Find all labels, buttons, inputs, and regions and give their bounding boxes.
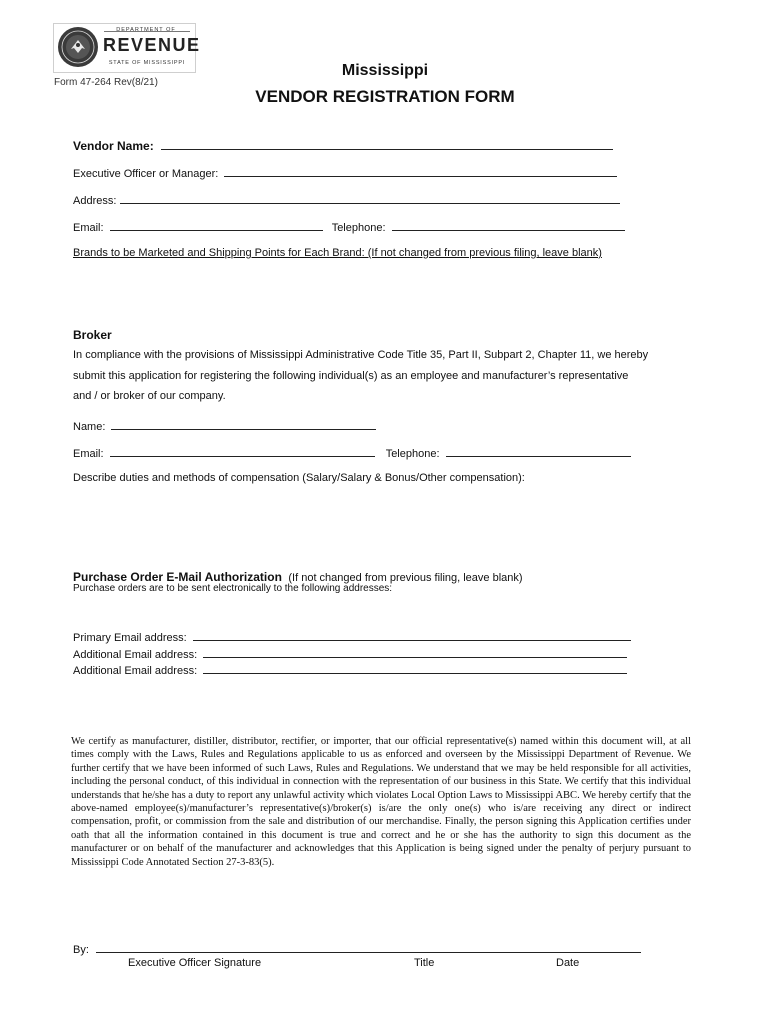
by-label: By: <box>73 944 89 956</box>
officer-row <box>73 165 617 180</box>
additional-email-field-2[interactable] <box>203 662 627 674</box>
broker-paragraph-line-3: and / or broker of our company. <box>73 390 226 402</box>
additional-email-label-1: Additional Email address: <box>73 649 198 661</box>
logo-divider <box>104 31 190 32</box>
purchase-order-heading-note: (If not changed from previous filing, leave blank) <box>288 572 523 584</box>
broker-email-field[interactable] <box>110 445 375 457</box>
additional-email-field-1[interactable] <box>203 646 627 658</box>
vendor-email-row <box>73 219 625 234</box>
vendor-email-field[interactable] <box>110 219 323 231</box>
page-title: VENDOR REGISTRATION FORM <box>255 87 515 106</box>
logo-department-of: DEPARTMENT OF <box>116 27 176 33</box>
broker-heading: Broker <box>73 328 112 342</box>
logo-state-of: STATE OF MISSISSIPPI <box>108 60 186 66</box>
officer-label: Executive Officer or Manager: <box>73 168 219 180</box>
vendor-name-label: Vendor Name: <box>73 139 154 153</box>
additional-email-row-1 <box>73 646 627 661</box>
vendor-email-label: Email: <box>73 222 104 234</box>
signature-caption: Executive Officer Signature <box>128 957 262 969</box>
vendor-name-row <box>73 137 613 155</box>
broker-paragraph-line-2: submit this application for registering the following individual(s) as an employee and manufacturer’s representative <box>73 370 629 382</box>
vendor-telephone-label: Telephone: <box>331 222 386 234</box>
broker-telephone-field[interactable] <box>446 445 631 457</box>
primary-email-row <box>73 629 631 644</box>
vendor-name-field[interactable] <box>161 138 613 150</box>
additional-email-label-2: Additional Email address: <box>73 665 198 677</box>
page-title-state: Mississippi <box>341 62 429 79</box>
additional-email-row-2 <box>73 662 627 677</box>
broker-name-label: Name: <box>73 421 106 433</box>
title-caption: Title <box>414 957 435 969</box>
form-number: Form 47-264 Rev(8/21) <box>54 77 158 88</box>
address-field[interactable] <box>120 192 620 204</box>
broker-email-row <box>73 445 631 460</box>
purchase-order-subtext: Purchase orders are to be sent electronically to the following addresses: <box>73 583 393 594</box>
purchase-order-heading: Purchase Order E-Mail Authorization <box>73 570 282 584</box>
brands-note: Brands to be Marketed and Shipping Points for Each Brand: (If not changed from previous filing, leave blank) <box>73 247 602 259</box>
officer-field[interactable] <box>224 165 617 177</box>
address-label: Address: <box>73 195 117 207</box>
logo-revenue: REVENUE <box>103 35 201 55</box>
primary-email-field[interactable] <box>193 629 631 641</box>
signature-line[interactable] <box>96 941 641 953</box>
address-row <box>73 192 620 207</box>
certification-text: We certify as manufacturer, distiller, distributor, rectifier, or importer, that our official representative(s) named within this document will, at all times comply with the Laws, Rules and Regulations applicable to us as enforced and overseen by the Mississippi Department of Revenue. We further certify that we have been informed of such Laws, Rules and Regulations. We understand that we may be held responsible for all activities, including the personal conduct, of this individual in connection with the representation of our business in this State. We certify that this individual understands that he/she has a duty to report any unlawful activity which violates Local Option Laws to Mississippi ABC. We hereby certify that the above-named employee(s)/manufacturer’s representative(s)/broker(s) is/are the only one(s) who is/are receiving any direct or indirect compensation, profit, or commission from the sale and distribution of our merchandise. Finally, the person signing this Application certifies under oath that all the information contained in this document is true and correct and he or she has the authority to sign this document as the manufacturer or on behalf of the manufacturer and acknowledges that this Application is being signed under the penalty of perjury pursuant to Mississippi Code Annotated Section 27-3-83(5). <box>71 736 691 868</box>
broker-email-label: Email: <box>73 448 104 460</box>
duties-label: Describe duties and methods of compensation (Salary/Salary & Bonus/Other compensation): <box>73 472 525 484</box>
broker-name-field[interactable] <box>111 418 376 430</box>
vendor-telephone-field[interactable] <box>392 219 625 231</box>
broker-paragraph-line-1: In compliance with the provisions of Mississippi Administrative Code Title 35, Part II, Subpart 2, Chapter 11, we hereby <box>73 349 649 361</box>
signature-row <box>73 941 641 956</box>
broker-telephone-label: Telephone: <box>385 448 440 460</box>
broker-name-row <box>73 418 376 433</box>
date-caption: Date <box>556 957 580 969</box>
primary-email-label: Primary Email address: <box>73 632 187 644</box>
